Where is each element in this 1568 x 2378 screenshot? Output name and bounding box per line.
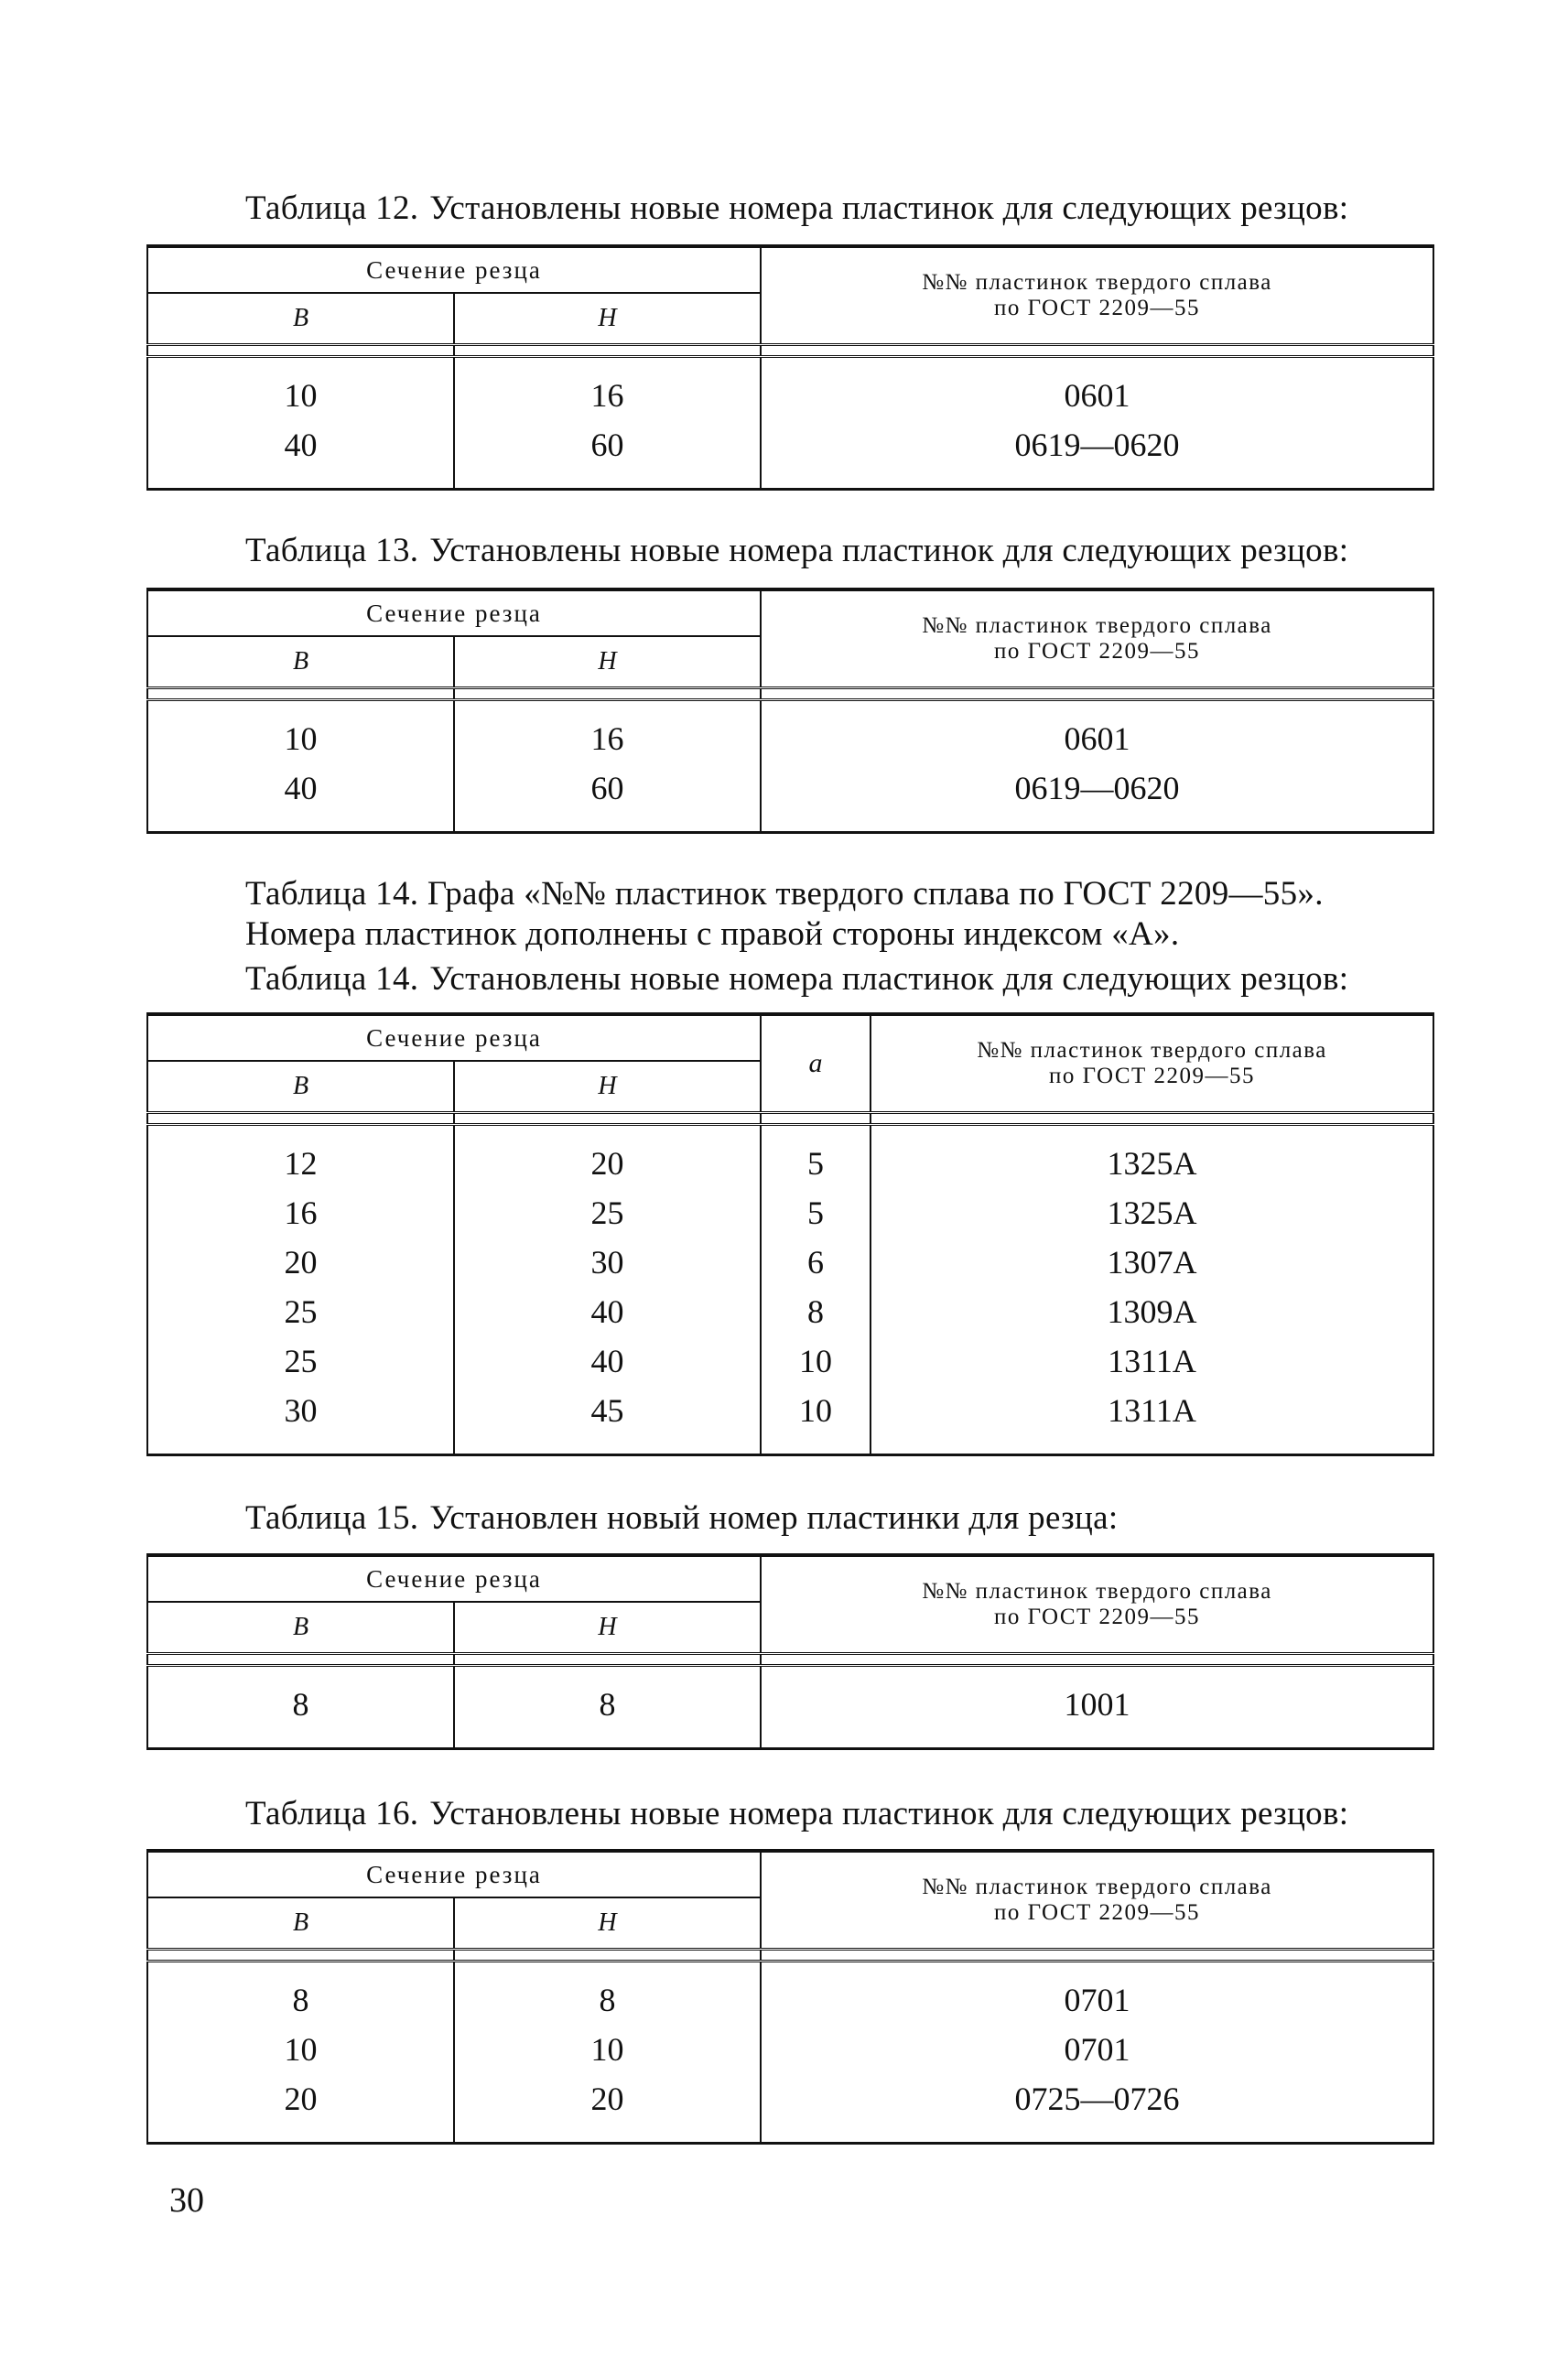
table-row bbox=[147, 1666, 1433, 1749]
header-b: B bbox=[147, 636, 454, 688]
table-12-label: Таблица 12. bbox=[245, 189, 419, 227]
header-plate-numbers-line2: по ГОСТ 2209—55 bbox=[994, 1900, 1201, 1925]
table-row bbox=[147, 420, 1433, 490]
cell-b: 10 bbox=[147, 2025, 454, 2074]
cell-number: 1307А bbox=[871, 1238, 1433, 1287]
cell-b: 12 bbox=[147, 1125, 454, 1189]
table-16-label: Таблица 16. bbox=[245, 1795, 419, 1832]
header-h: H bbox=[454, 1061, 761, 1113]
note-line-2: Номера пластинок дополнены с правой стороны индексом «А». bbox=[245, 915, 1180, 953]
header-b: B bbox=[147, 1602, 454, 1654]
cell-b: 30 bbox=[147, 1386, 454, 1455]
table-13-label: Таблица 13. bbox=[245, 532, 419, 569]
table-14-label: Таблица 14. bbox=[245, 960, 419, 998]
cell-h: 60 bbox=[454, 763, 761, 833]
table-15-caption bbox=[245, 1498, 1435, 1539]
cell-h: 16 bbox=[454, 357, 761, 421]
cell-b: 20 bbox=[147, 1238, 454, 1287]
header-b: B bbox=[147, 1897, 454, 1950]
header-plate-numbers bbox=[761, 1851, 1433, 1950]
cell-b: 8 bbox=[147, 1666, 454, 1749]
cell-number: 0601 bbox=[761, 700, 1433, 764]
table-14-caption bbox=[245, 959, 1435, 1000]
table-row bbox=[147, 1238, 1433, 1287]
table-row bbox=[147, 763, 1433, 833]
table-16-caption bbox=[245, 1794, 1435, 1834]
cell-h: 20 bbox=[454, 1125, 761, 1189]
table-15-title: Установлен новый номер пластинки для резца: bbox=[429, 1499, 1119, 1537]
cell-number: 1311А bbox=[871, 1336, 1433, 1386]
header-section: Сечение резца bbox=[147, 589, 761, 636]
cell-b: 20 bbox=[147, 2074, 454, 2144]
table-row bbox=[147, 1188, 1433, 1238]
header-plate-numbers bbox=[761, 1555, 1433, 1654]
cell-a: 5 bbox=[761, 1188, 871, 1238]
header-section: Сечение резца bbox=[147, 1851, 761, 1897]
table-row bbox=[147, 2025, 1433, 2074]
cell-number: 0619—0620 bbox=[761, 420, 1433, 490]
header-h: H bbox=[454, 1602, 761, 1654]
table-row bbox=[147, 1336, 1433, 1386]
cell-number: 0619—0620 bbox=[761, 763, 1433, 833]
header-plate-numbers-line1: №№ пластинок твердого сплава bbox=[922, 613, 1272, 638]
cell-h: 60 bbox=[454, 420, 761, 490]
table-13-caption bbox=[245, 531, 1435, 571]
header-a: a bbox=[761, 1014, 871, 1113]
header-plate-numbers-line2: по ГОСТ 2209—55 bbox=[994, 296, 1201, 320]
header-plate-numbers bbox=[761, 589, 1433, 688]
cell-a: 8 bbox=[761, 1287, 871, 1336]
cell-a: 10 bbox=[761, 1336, 871, 1386]
header-plate-numbers-line1: №№ пластинок твердого сплава bbox=[922, 1875, 1272, 1899]
table-14-note bbox=[245, 874, 1435, 955]
cell-number: 1325А bbox=[871, 1188, 1433, 1238]
header-plate-numbers bbox=[761, 246, 1433, 345]
cell-number: 1325А bbox=[871, 1125, 1433, 1189]
cell-h: 8 bbox=[454, 1666, 761, 1749]
table-15-label: Таблица 15. bbox=[245, 1499, 419, 1537]
header-h: H bbox=[454, 636, 761, 688]
table-14 bbox=[146, 1012, 1434, 1456]
cell-number: 0701 bbox=[761, 2025, 1433, 2074]
cell-a: 6 bbox=[761, 1238, 871, 1287]
cell-b: 16 bbox=[147, 1188, 454, 1238]
table-row bbox=[147, 2074, 1433, 2144]
cell-b: 25 bbox=[147, 1336, 454, 1386]
header-section: Сечение резца bbox=[147, 246, 761, 293]
header-plate-numbers-line1: №№ пластинок твердого сплава bbox=[922, 270, 1272, 295]
table-12-title: Установлены новые номера пластинок для следующих резцов: bbox=[429, 189, 1349, 227]
cell-number: 1309А bbox=[871, 1287, 1433, 1336]
header-plate-numbers-line2: по ГОСТ 2209—55 bbox=[994, 639, 1201, 664]
header-plate-numbers-line1: №№ пластинок твердого сплава bbox=[977, 1038, 1327, 1063]
table-16 bbox=[146, 1849, 1434, 2145]
cell-h: 8 bbox=[454, 1962, 761, 2026]
cell-h: 40 bbox=[454, 1336, 761, 1386]
cell-number: 0725—0726 bbox=[761, 2074, 1433, 2144]
table-13-title: Установлены новые номера пластинок для следующих резцов: bbox=[429, 532, 1349, 569]
cell-h: 40 bbox=[454, 1287, 761, 1336]
cell-number: 0701 bbox=[761, 1962, 1433, 2026]
header-section: Сечение резца bbox=[147, 1555, 761, 1602]
table-13 bbox=[146, 588, 1434, 834]
table-row bbox=[147, 700, 1433, 764]
table-16-title: Установлены новые номера пластинок для следующих резцов: bbox=[429, 1795, 1349, 1832]
table-15 bbox=[146, 1553, 1434, 1750]
cell-number: 1311А bbox=[871, 1386, 1433, 1455]
table-row bbox=[147, 1962, 1433, 2026]
header-plate-numbers-line1: №№ пластинок твердого сплава bbox=[922, 1579, 1272, 1604]
page-number: 30 bbox=[169, 2181, 204, 2220]
cell-b: 25 bbox=[147, 1287, 454, 1336]
cell-h: 10 bbox=[454, 2025, 761, 2074]
cell-b: 40 bbox=[147, 763, 454, 833]
cell-number: 0601 bbox=[761, 357, 1433, 421]
cell-b: 10 bbox=[147, 700, 454, 764]
table-row bbox=[147, 1287, 1433, 1336]
cell-a: 5 bbox=[761, 1125, 871, 1189]
header-b: B bbox=[147, 1061, 454, 1113]
header-plate-numbers-line2: по ГОСТ 2209—55 bbox=[994, 1605, 1201, 1629]
header-plate-numbers-line2: по ГОСТ 2209—55 bbox=[1049, 1064, 1256, 1088]
cell-h: 30 bbox=[454, 1238, 761, 1287]
cell-h: 25 bbox=[454, 1188, 761, 1238]
table-row bbox=[147, 1386, 1433, 1455]
header-b: B bbox=[147, 293, 454, 345]
header-h: H bbox=[454, 293, 761, 345]
cell-h: 20 bbox=[454, 2074, 761, 2144]
table-14-title: Установлены новые номера пластинок для следующих резцов: bbox=[429, 960, 1349, 998]
header-section: Сечение резца bbox=[147, 1014, 761, 1061]
table-12 bbox=[146, 244, 1434, 491]
cell-a: 10 bbox=[761, 1386, 871, 1455]
cell-b: 40 bbox=[147, 420, 454, 490]
cell-b: 10 bbox=[147, 357, 454, 421]
table-row bbox=[147, 1125, 1433, 1189]
table-row bbox=[147, 357, 1433, 421]
header-h: H bbox=[454, 1897, 761, 1950]
note-line-1: Таблица 14. Графа «№№ пластинок твердого сплава по ГОСТ 2209—55». bbox=[245, 875, 1324, 913]
header-plate-numbers bbox=[871, 1014, 1433, 1113]
cell-h: 16 bbox=[454, 700, 761, 764]
cell-b: 8 bbox=[147, 1962, 454, 2026]
cell-h: 45 bbox=[454, 1386, 761, 1455]
table-12-caption bbox=[245, 189, 1435, 229]
cell-number: 1001 bbox=[761, 1666, 1433, 1749]
